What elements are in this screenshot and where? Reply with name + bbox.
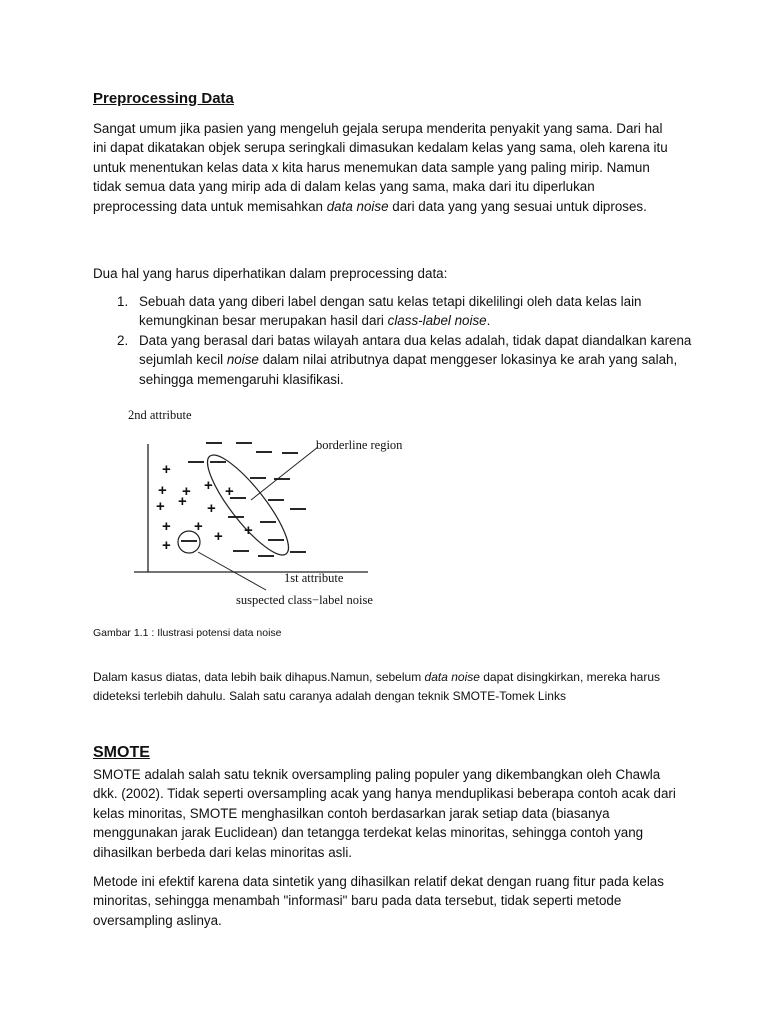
plus-marker: + xyxy=(214,528,223,545)
plus-marker: + xyxy=(225,483,234,500)
y-axis-label: 2nd attribute xyxy=(128,408,192,422)
section-heading-preprocessing: Preprocessing Data xyxy=(93,90,234,107)
plus-marker: + xyxy=(244,522,253,539)
plus-marker: + xyxy=(162,537,171,554)
list-item-number: 2. xyxy=(117,332,129,348)
paragraph-list-intro: Dua hal yang harus diperhatikan dalam preprocessing data: xyxy=(93,266,448,281)
borderline-region-label: borderline region xyxy=(316,438,403,452)
noise-illustration-figure xyxy=(118,402,448,614)
plus-marker: + xyxy=(158,482,167,499)
paragraph-preprocessing-intro: Sangat umum jika pasien yang mengeluh gejala serupa menderita penyakit yang sama. Dari hal ini dapat dikatakan objek serupa seringkali dimasukan kedalam kelas yang sama, oleh karena itu untuk menentukan kelas data x kita harus menemukan data sample yang paling mirip. Namun tidak semua data yang mirip ada di dalam kelas yang sama, maka dari itu diperlukan preprocessing data untuk memisahkan data noise dari data yang yang sesuai untuk diproses. xyxy=(93,121,668,214)
section-heading-smote: SMOTE xyxy=(93,744,150,761)
considerations-list xyxy=(93,292,693,389)
paragraph-smote-effectiveness: Metode ini efektif karena data sintetik yang dihasilkan relatif dekat dengan ruang fitur pada kelas minoritas, sehingga menambah "informasi" baru pada data tersebut, tidak seperti metode oversampling aslinya. xyxy=(93,874,664,928)
plus-marker: + xyxy=(156,498,165,515)
plus-marker: + xyxy=(207,500,216,517)
list-item xyxy=(93,292,693,331)
list-item-text: Data yang berasal dari batas wilayah antara dua kelas adalah, tidak dapat diandalkan karena sejumlah kecil noise dalam nilai atributnya dapat menggeser lokasinya ke arah yang salah, sehingga memengaruhi klasifikasi. xyxy=(139,332,692,387)
figure-caption: Gambar 1.1 : Ilustrasi potensi data noise xyxy=(93,627,282,639)
emphasized-term: class-label noise xyxy=(387,313,487,329)
list-item-number: 1. xyxy=(117,294,129,309)
plus-marker: + xyxy=(204,477,213,494)
x-axis-label: 1st attribute xyxy=(284,571,344,585)
noise-label: suspected class−label noise xyxy=(236,593,373,607)
emphasized-term: data noise xyxy=(424,670,480,684)
borderline-region-pointer xyxy=(251,447,318,500)
noise-pointer xyxy=(198,552,266,590)
plus-markers xyxy=(156,461,253,554)
paragraph-smote-description: SMOTE adalah salah satu teknik oversampling paling populer yang dikembangkan oleh Chawla dkk. (2002). Tidak seperti oversampling acak yang hanya menduplikasi beberapa contoh acak dari kelas minoritas, SMOTE menghasilkan contoh berdasarkan jarak setiap data (biasanya menggunakan jarak Euclidean) dan tetangga terdekat kelas minoritas, sehingga contoh yang dihasilkan berbeda dari kelas minoritas asli. xyxy=(93,767,676,860)
plus-marker: + xyxy=(194,518,203,535)
plus-marker: + xyxy=(162,518,171,535)
list-item-text: Sebuah data yang diberi label dengan satu kelas tetapi dikelilingi oleh data kelas lain kemungkinan besar merupakan hasil dari class-label noise. xyxy=(139,294,642,329)
plus-marker: + xyxy=(162,461,171,478)
emphasized-term: noise xyxy=(226,352,259,368)
list-item xyxy=(93,331,693,389)
emphasized-term: data noise xyxy=(326,198,389,214)
plus-marker: + xyxy=(178,493,187,510)
paragraph-noise-removal: Dalam kasus diatas, data lebih baik dihapus.Namun, sebelum data noise dapat disingkirkan, mereka harus dideteksi terlebih dahulu. Salah satu caranya adalah dengan teknik SMOTE-Tomek Links xyxy=(93,670,661,703)
plus-marker: + xyxy=(182,483,191,500)
